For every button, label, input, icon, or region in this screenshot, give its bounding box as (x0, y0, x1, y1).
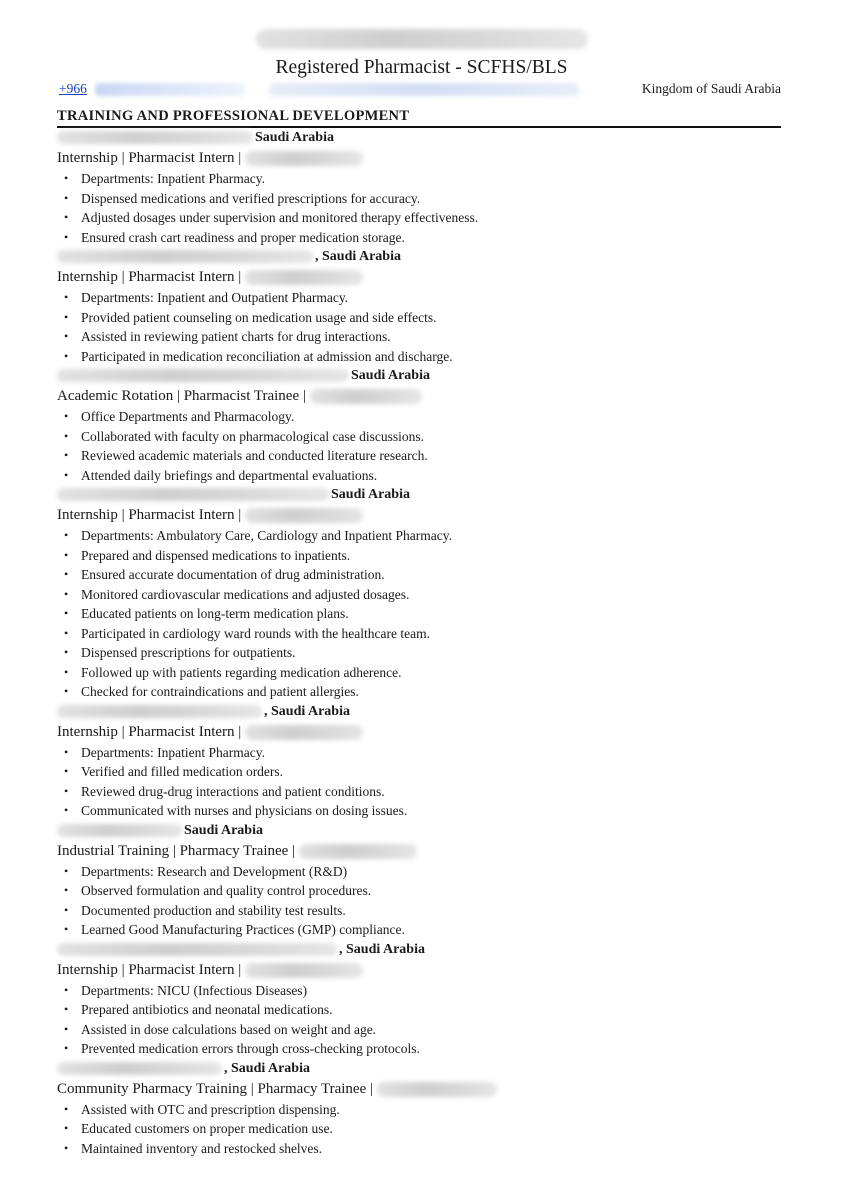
entry-role-title: Internship | Pharmacist Intern | (57, 269, 242, 285)
bullet-item: • Verified and filled medication orders. (57, 762, 783, 782)
entry-bullets (57, 407, 783, 485)
bullet-item: • Reviewed academic materials and conducted literature research. (57, 446, 783, 466)
training-entry (57, 1059, 783, 1159)
entry-role-title: Internship | Pharmacist Intern | (57, 723, 242, 740)
redacted-organization (57, 1062, 222, 1075)
bullet-item: • Communicated with nurses and physicians on dosing issues. (57, 801, 783, 821)
entry-organization (57, 485, 783, 505)
training-entry (57, 940, 783, 1059)
training-entry (57, 128, 783, 247)
section-title: TRAINING AND PROFESSIONAL DEVELOPMENT (57, 108, 410, 124)
entry-role (57, 267, 783, 288)
training-entry (57, 247, 783, 366)
bullet-item: • Documented production and stability test results. (57, 901, 783, 921)
bullet-item: • Ensured accurate documentation of drug administration. (57, 565, 783, 585)
entry-bullets (57, 169, 783, 247)
location: Kingdom of Saudi Arabia (641, 81, 781, 96)
bullet-item: • Monitored cardiovascular medications and adjusted dosages. (57, 585, 783, 605)
bullet-item: • Participated in medication reconciliation at admission and discharge. (57, 347, 783, 367)
entry-country: Saudi Arabia (351, 368, 430, 383)
entry-bullets (57, 743, 783, 821)
bullet-item: • Office Departments and Pharmacology. (57, 407, 783, 427)
entry-country: Saudi Arabia (331, 487, 410, 502)
bullet-item: • Assisted in reviewing patient charts for drug interactions. (57, 327, 783, 347)
bullet-item: • Prevented medication errors through cross-checking protocols. (57, 1039, 783, 1059)
entry-role (57, 960, 783, 981)
training-entry (57, 702, 783, 821)
redacted-dates (310, 389, 422, 404)
redacted-organization (57, 250, 313, 263)
training-entry (57, 821, 783, 940)
entry-organization (57, 366, 783, 386)
entry-role (57, 722, 783, 743)
entry-bullets (57, 862, 783, 940)
entry-country: , Saudi Arabia (264, 703, 350, 719)
entry-country: , Saudi Arabia (224, 1060, 310, 1076)
entry-country: Saudi Arabia (255, 130, 334, 145)
bullet-item: • Departments: Ambulatory Care, Cardiology and Inpatient Pharmacy. (57, 526, 783, 546)
bullet-item: • Ensured crash cart readiness and proper medication storage. (57, 228, 783, 248)
entry-role-title: Internship | Pharmacist Intern | (57, 961, 242, 978)
entry-role (57, 841, 783, 862)
bullet-item: • Departments: NICU (Infectious Diseases) (57, 981, 783, 1001)
entry-role (57, 386, 783, 407)
redacted-organization (57, 369, 349, 382)
bullet-item: • Educated patients on long-term medication plans. (57, 604, 783, 624)
entry-role (57, 505, 783, 526)
entry-role (57, 1079, 783, 1100)
redacted-organization (57, 943, 337, 956)
redacted-dates (245, 725, 363, 740)
bullet-item: • Assisted with OTC and prescription dispensing. (57, 1100, 783, 1120)
entry-role-title: Industrial Training | Pharmacy Trainee | (57, 842, 296, 859)
bullet-item: • Departments: Inpatient and Outpatient Pharmacy. (57, 288, 783, 308)
redacted-dates (245, 963, 363, 978)
bullet-item: • Assisted in dose calculations based on weight and age. (57, 1020, 783, 1040)
redacted-email (269, 83, 579, 96)
entry-role-title: Community Pharmacy Training | Pharmacy Trainee | (57, 1080, 373, 1097)
bullet-item: • Observed formulation and quality control procedures. (57, 881, 783, 901)
redacted-phone (95, 83, 245, 96)
entry-country: , Saudi Arabia (339, 941, 425, 957)
training-entries (57, 128, 783, 1158)
entry-organization (57, 1059, 783, 1079)
entry-role (57, 148, 783, 169)
redacted-dates (377, 1082, 497, 1097)
entry-organization (57, 128, 783, 148)
entry-organization (57, 821, 783, 841)
redacted-dates (245, 270, 363, 285)
entry-bullets (57, 288, 783, 366)
training-entry (57, 366, 783, 485)
bullet-item: • Dispensed medications and verified prescriptions for accuracy. (57, 189, 783, 209)
redacted-organization (57, 824, 182, 837)
redacted-organization (57, 131, 253, 144)
entry-organization (57, 702, 783, 722)
contact-line (59, 81, 783, 99)
bullet-item: • Learned Good Manufacturing Practices (GMP) compliance. (57, 920, 783, 940)
headline: Registered Pharmacist - SCFHS/BLS (275, 57, 568, 78)
entry-role-title: Internship | Pharmacist Intern | (57, 150, 242, 166)
entry-bullets (57, 981, 783, 1059)
bullet-item: • Reviewed drug-drug interactions and patient conditions. (57, 782, 783, 802)
bullet-item: • Prepared and dispensed medications to inpatients. (57, 546, 783, 566)
entry-bullets (57, 1100, 783, 1159)
redacted-organization (57, 705, 262, 718)
bullet-item: • Collaborated with faculty on pharmacological case discussions. (57, 427, 783, 447)
entry-organization (57, 940, 783, 960)
entry-country: Saudi Arabia (184, 822, 263, 838)
bullet-item: • Participated in cardiology ward rounds with the healthcare team. (57, 624, 783, 644)
bullet-item: • Departments: Research and Development (R&D) (57, 862, 783, 882)
entry-role-title: Internship | Pharmacist Intern | (57, 507, 242, 523)
redacted-name (256, 29, 588, 49)
training-entry (57, 485, 783, 702)
bullet-item: • Prepared antibiotics and neonatal medications. (57, 1000, 783, 1020)
redacted-dates (299, 844, 417, 859)
bullet-item: • Maintained inventory and restocked shelves. (57, 1139, 783, 1159)
phone-link[interactable]: +966 (59, 81, 87, 96)
entry-organization (57, 247, 783, 267)
bullet-item: • Followed up with patients regarding medication adherence. (57, 663, 783, 683)
bullet-item: • Departments: Inpatient Pharmacy. (57, 743, 783, 763)
bullet-item: • Adjusted dosages under supervision and monitored therapy effectiveness. (57, 208, 783, 228)
redacted-dates (245, 151, 363, 166)
bullet-item: • Departments: Inpatient Pharmacy. (57, 169, 783, 189)
bullet-item: • Provided patient counseling on medication usage and side effects. (57, 308, 783, 328)
bullet-item: • Attended daily briefings and departmental evaluations. (57, 466, 783, 486)
entry-country: , Saudi Arabia (315, 249, 401, 264)
redacted-dates (245, 508, 363, 523)
bullet-item: • Checked for contraindications and patient allergies. (57, 682, 783, 702)
bullet-item: • Educated customers on proper medication use. (57, 1119, 783, 1139)
redacted-organization (57, 488, 329, 501)
entry-bullets (57, 526, 783, 702)
bullet-item: • Dispensed prescriptions for outpatients. (57, 643, 783, 663)
entry-role-title: Academic Rotation | Pharmacist Trainee | (57, 388, 306, 404)
